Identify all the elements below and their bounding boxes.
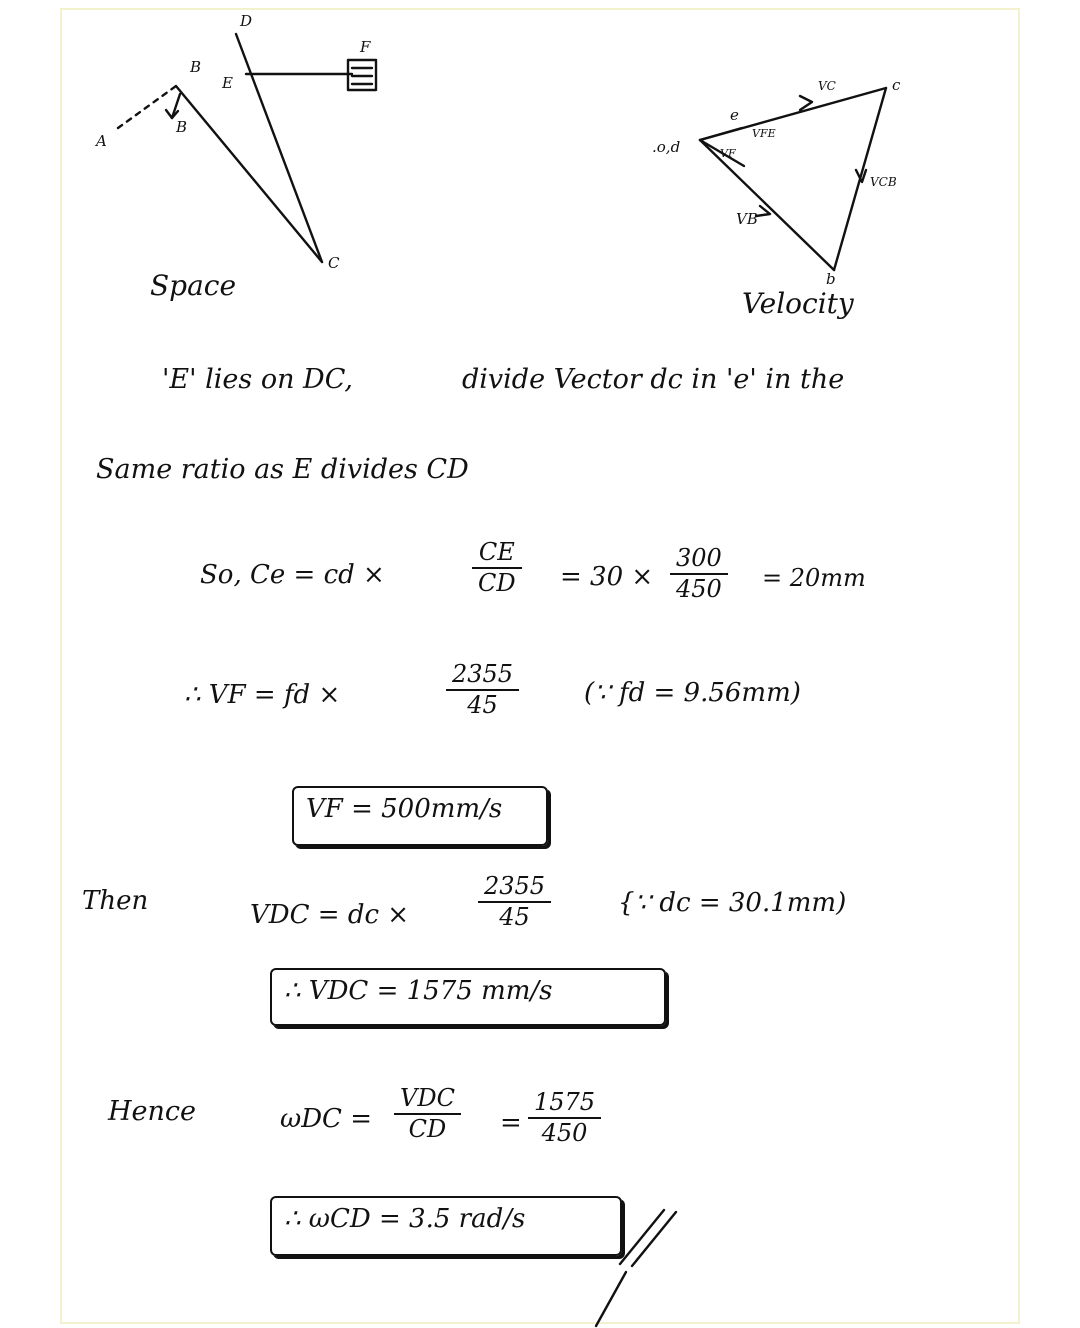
note-line-1b: divide Vector dc in 'e' in the xyxy=(462,364,845,395)
velocity-label-vcb: VCB xyxy=(870,175,897,189)
eq-w-frac1-den: CD xyxy=(408,1115,447,1144)
space-label-b-upper: B xyxy=(190,58,202,76)
eq-ce-mid: = 30 × xyxy=(560,562,654,592)
eq-w-equals: = xyxy=(500,1108,522,1138)
eq-ce-rhs: = 20mm xyxy=(762,564,866,592)
eq-w-prefix: Hence xyxy=(108,1096,197,1127)
eq-vdc-note: {∵ dc = 30.1mm) xyxy=(618,888,847,918)
result-w-box: ∴ ωCD = 3.5 rad/s xyxy=(270,1196,622,1256)
eq-ce-frac1-num: CE xyxy=(478,538,515,566)
space-label-e: E xyxy=(222,74,233,92)
eq-ce-frac2-num: 300 xyxy=(676,544,722,572)
eq-vdc-frac-den: 45 xyxy=(499,903,530,932)
eq-w-frac1-num: VDC xyxy=(400,1084,455,1112)
velocity-label-vf: VF xyxy=(720,147,736,160)
eq-ce-lhs: So, Ce = cd × xyxy=(200,560,385,590)
velocity-label-c: c xyxy=(892,76,901,94)
space-label-b-lower: B xyxy=(176,118,188,136)
eq-ce-frac1-den: CD xyxy=(478,569,516,598)
note-line-2: Same ratio as E divides CD xyxy=(96,454,469,485)
note-line-1a: 'E' lies on DC, xyxy=(162,364,353,395)
slash-mark xyxy=(620,1210,664,1264)
space-label-d: D xyxy=(240,12,253,30)
space-label-c: C xyxy=(328,254,340,272)
eq-vf-frac-den: 45 xyxy=(467,691,498,720)
eq-vdc-lhs: VDC = dc × xyxy=(250,900,410,930)
space-label-f: F xyxy=(360,38,371,56)
eq-vdc-frac-num: 2355 xyxy=(484,872,546,900)
velocity-label-od: .o,d xyxy=(652,138,681,156)
eq-vdc-prefix: Then xyxy=(82,886,149,916)
slash-mark xyxy=(596,1272,626,1326)
eq-ce-frac2-den: 450 xyxy=(676,575,722,604)
velocity-caption: Velocity xyxy=(742,287,854,320)
eq-vf-note: (∵ fd = 9.56mm) xyxy=(584,678,801,708)
eq-vf-frac-num: 2355 xyxy=(452,660,514,688)
velocity-label-vfe: VFE xyxy=(752,127,776,140)
space-label-a: A xyxy=(96,132,107,150)
result-vdc-box: ∴ VDC = 1575 mm/s xyxy=(270,968,666,1026)
eq-vf-lhs: ∴ VF = fd × xyxy=(184,680,341,710)
eq-w-frac2-den: 450 xyxy=(541,1119,588,1148)
velocity-label-vc: VC xyxy=(818,79,836,93)
velocity-label-vb: VB xyxy=(736,210,758,228)
slash-mark xyxy=(632,1212,676,1266)
result-vf-box: VF = 500mm/s xyxy=(292,786,548,846)
velocity-label-e: e xyxy=(730,106,739,124)
eq-w-lhs: ωDC = xyxy=(280,1104,372,1134)
velocity-label-b: b xyxy=(826,270,836,288)
eq-w-frac2-num: 1575 xyxy=(534,1088,596,1116)
space-caption: Space xyxy=(150,269,237,302)
